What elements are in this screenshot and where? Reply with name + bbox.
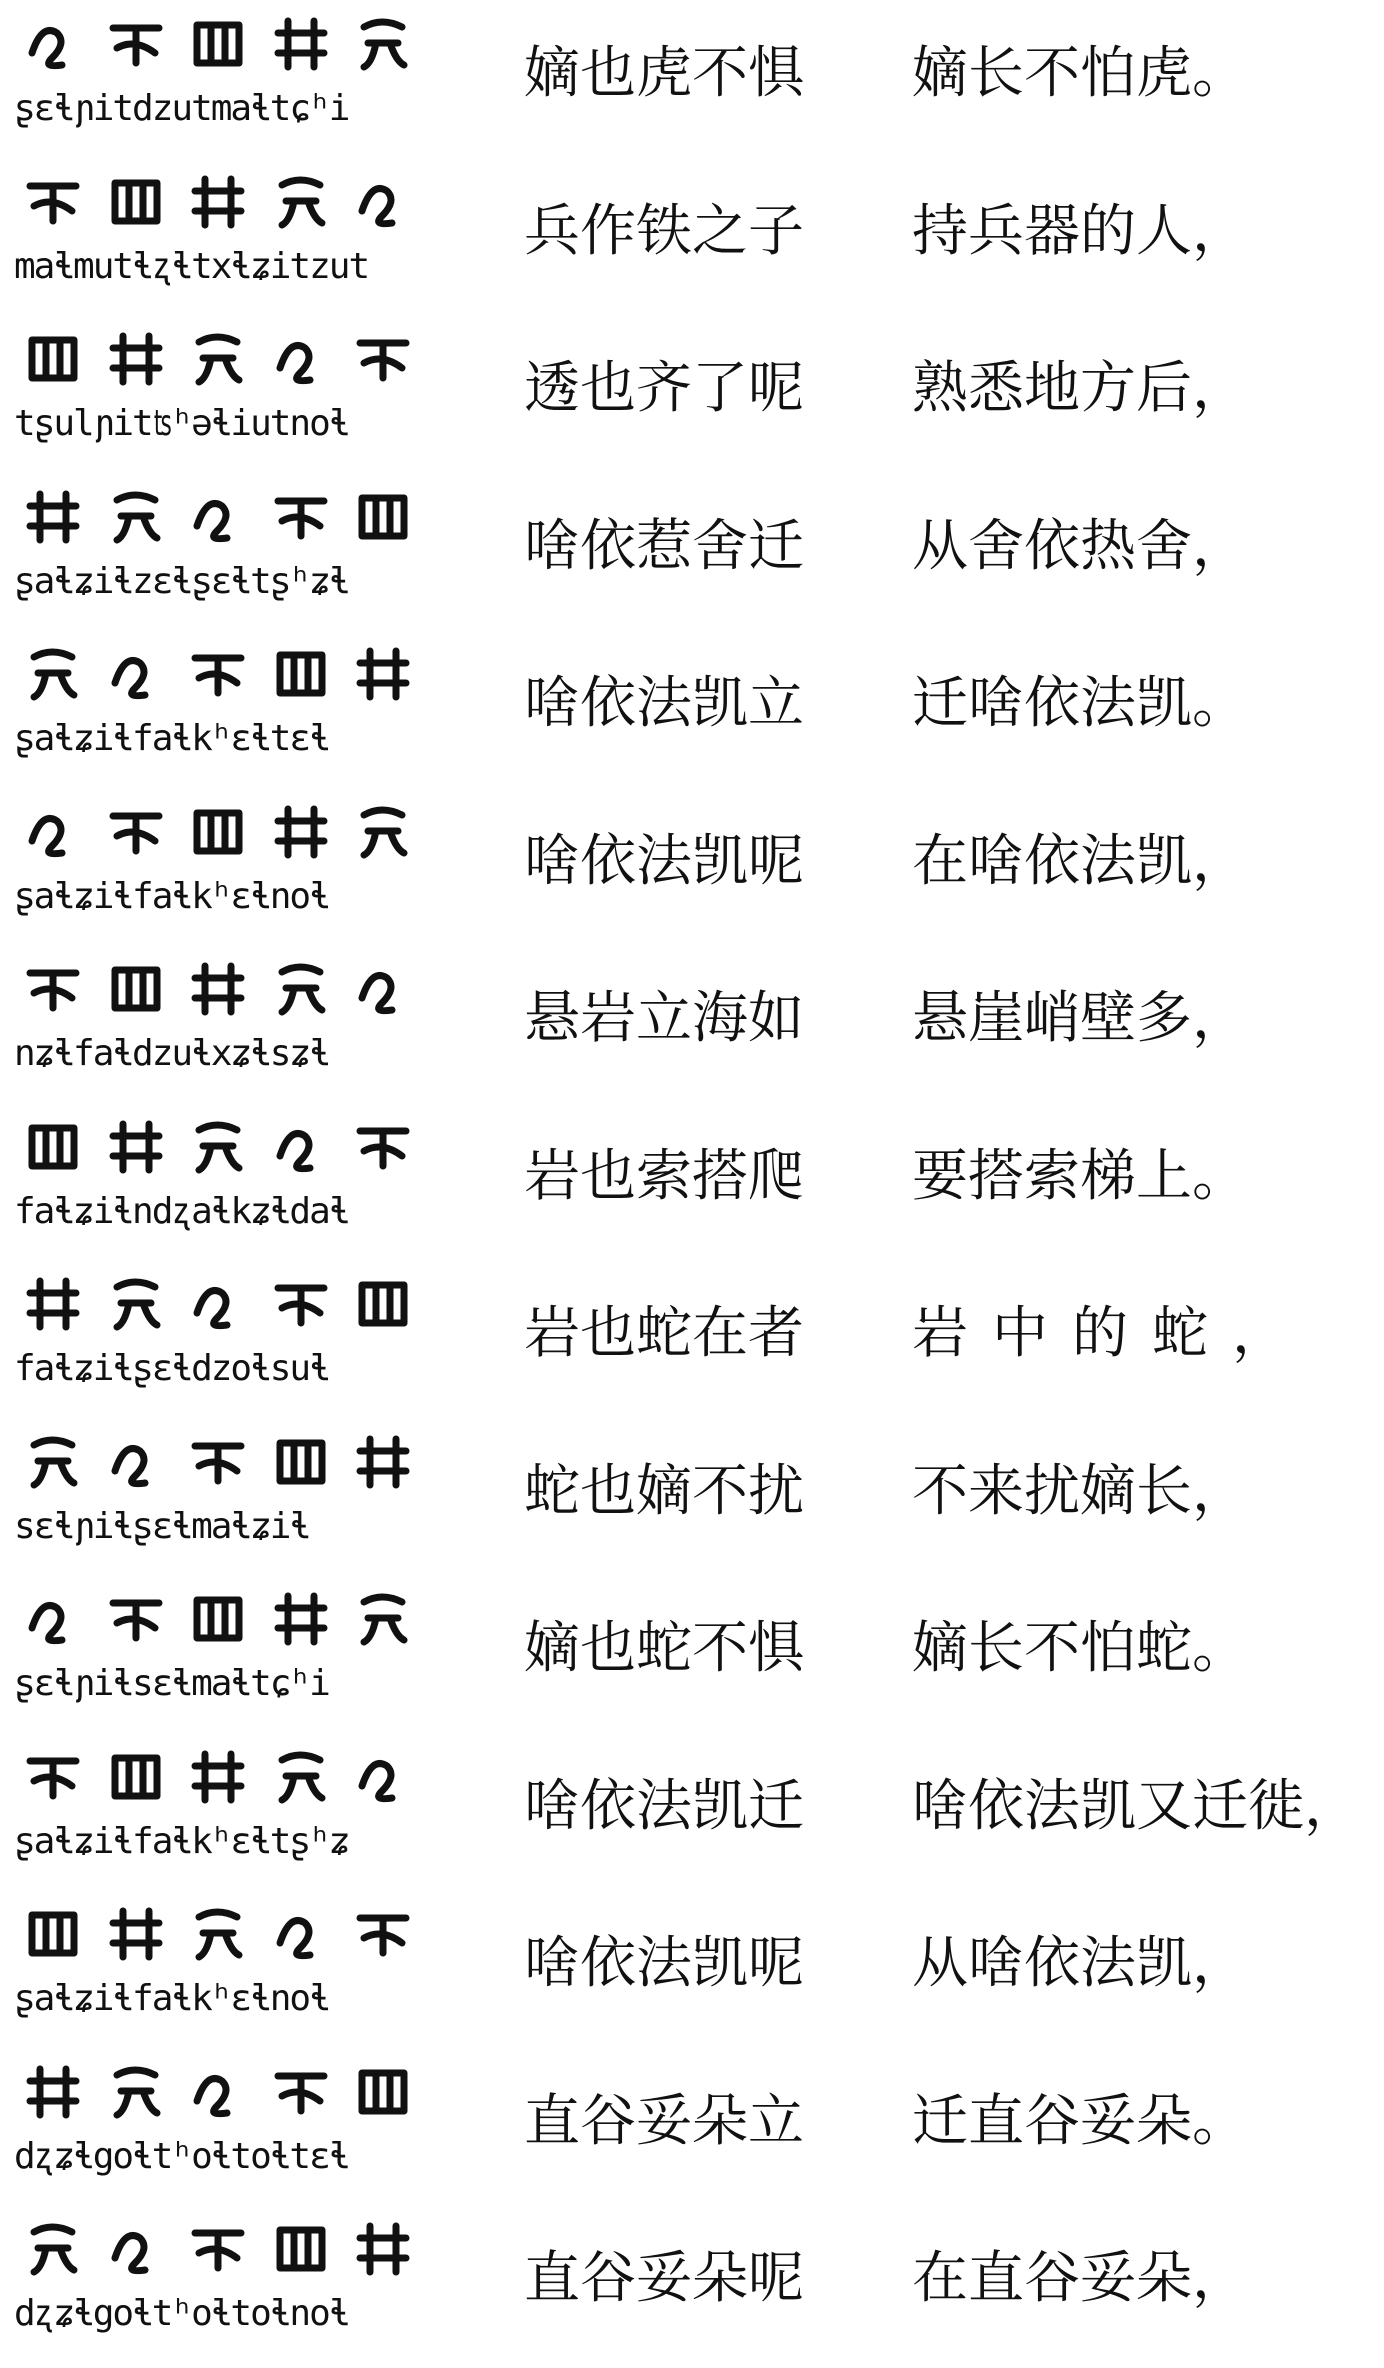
script-glyph-1-icon (22, 486, 84, 548)
script-line (8, 794, 428, 944)
script-glyph-3-icon (187, 328, 249, 390)
glyph-group (8, 479, 428, 555)
glyph-group (8, 6, 428, 82)
script-glyph-2-icon (105, 1273, 167, 1335)
script-glyph-3-icon (187, 1273, 249, 1335)
phonetic-transcription: ʂaɬʑiɬfaɬkʰɛɬtʂʰʑ (14, 1821, 349, 1862)
script-glyph-2-icon (105, 1588, 167, 1650)
script-glyph-4-icon (270, 13, 332, 75)
script-line (8, 2054, 428, 2204)
script-line (8, 1896, 428, 2046)
verse-row (0, 473, 1384, 631)
phonetic-transcription: tʂulɲitʦʰəɬiutnoɬ (14, 403, 349, 444)
phonetic-transcription: ʂaɬʑiɬfaɬkʰɛɬnoɬ (14, 1978, 329, 2019)
free-translation: 熟悉地方后， (912, 356, 1248, 421)
word-gloss: 岩也索搭爬 (524, 1144, 804, 1209)
phonetic-transcription: sɛɬɲiɬʂɛɬmaɬʑiɬ (14, 1506, 310, 1547)
script-glyph-5-icon (352, 643, 414, 705)
script-glyph-4-icon (270, 328, 332, 390)
word-gloss: 啥依法凯立 (524, 671, 804, 736)
script-glyph-5-icon (352, 801, 414, 863)
free-translation: 从啥依法凯， (912, 1931, 1248, 1996)
verse-row (0, 2205, 1384, 2363)
script-glyph-4-icon (270, 1903, 332, 1965)
script-glyph-1-icon (22, 1273, 84, 1335)
script-line (8, 1424, 428, 1574)
script-glyph-4-icon (270, 171, 332, 233)
script-glyph-2-icon (105, 1116, 167, 1178)
free-translation: 迁直谷妥朵。 (912, 2089, 1248, 2154)
verse-row (0, 788, 1384, 946)
free-translation: 不来扰嫡长， (912, 1459, 1248, 1524)
free-translation: 嫡长不怕虎。 (912, 41, 1248, 106)
script-glyph-1-icon (22, 801, 84, 863)
verse-row (0, 2048, 1384, 2206)
script-line (8, 321, 428, 471)
script-glyph-4-icon (270, 1588, 332, 1650)
script-line (8, 164, 428, 314)
free-translation: 嫡长不怕蛇。 (912, 1616, 1248, 1681)
script-glyph-5-icon (352, 1588, 414, 1650)
free-translation: 悬崖峭壁多， (912, 986, 1248, 1051)
script-glyph-1-icon (22, 1431, 84, 1493)
script-glyph-4-icon (270, 643, 332, 705)
script-glyph-5-icon (352, 486, 414, 548)
phonetic-transcription: ʂɛɬɲitdzutmaɬtɕʰi (14, 88, 349, 129)
glyph-group (8, 794, 428, 870)
script-glyph-2-icon (105, 486, 167, 548)
script-line (8, 2211, 428, 2361)
word-gloss: 蛇也嫡不扰 (524, 1459, 804, 1524)
glyph-group (8, 164, 428, 240)
script-glyph-1-icon (22, 1903, 84, 1965)
script-glyph-2-icon (105, 1431, 167, 1493)
glyph-group (8, 2211, 428, 2287)
script-glyph-4-icon (270, 2061, 332, 2123)
script-glyph-5-icon (352, 1746, 414, 1808)
verse-row (0, 315, 1384, 473)
script-line (8, 6, 428, 156)
script-glyph-1-icon (22, 2061, 84, 2123)
script-glyph-5-icon (352, 328, 414, 390)
verse-row (0, 1418, 1384, 1576)
script-glyph-4-icon (270, 486, 332, 548)
verse-row (0, 1733, 1384, 1891)
script-glyph-3-icon (187, 2061, 249, 2123)
script-glyph-4-icon (270, 1273, 332, 1335)
script-glyph-3-icon (187, 1431, 249, 1493)
script-glyph-5-icon (352, 1273, 414, 1335)
word-gloss: 直谷妥朵呢 (524, 2246, 804, 2311)
word-gloss: 啥依法凯迁 (524, 1774, 804, 1839)
script-glyph-5-icon (352, 2218, 414, 2280)
script-glyph-3-icon (187, 958, 249, 1020)
free-translation: 在啥依法凯， (912, 829, 1248, 894)
phonetic-transcription: ʂaɬʑiɬfaɬkʰɛɬtɛɬ (14, 718, 329, 759)
script-glyph-3-icon (187, 801, 249, 863)
phonetic-transcription: maɬmutɬʐɬtxɬʑitzut (14, 246, 369, 287)
verse-row (0, 1890, 1384, 2048)
script-glyph-3-icon (187, 171, 249, 233)
script-glyph-4-icon (270, 1431, 332, 1493)
script-glyph-5-icon (352, 958, 414, 1020)
script-glyph-5-icon (352, 2061, 414, 2123)
script-glyph-3-icon (187, 1746, 249, 1808)
glyph-group (8, 1266, 428, 1342)
script-glyph-2-icon (105, 643, 167, 705)
script-glyph-1-icon (22, 2218, 84, 2280)
word-gloss: 岩也蛇在者 (524, 1301, 804, 1366)
word-gloss: 嫡也虎不惧 (524, 41, 804, 106)
word-gloss: 啥依法凯呢 (524, 1931, 804, 1996)
script-glyph-2-icon (105, 1903, 167, 1965)
free-translation: 迁啥依法凯。 (912, 671, 1248, 736)
script-glyph-4-icon (270, 2218, 332, 2280)
script-glyph-1-icon (22, 1116, 84, 1178)
script-glyph-3-icon (187, 1116, 249, 1178)
script-glyph-1-icon (22, 13, 84, 75)
word-gloss: 啥依法凯呢 (524, 829, 804, 894)
script-glyph-2-icon (105, 958, 167, 1020)
script-glyph-2-icon (105, 1746, 167, 1808)
script-glyph-3-icon (187, 1588, 249, 1650)
phonetic-transcription: ʂaɬʑiɬfaɬkʰɛɬnoɬ (14, 876, 329, 917)
script-glyph-4-icon (270, 801, 332, 863)
script-glyph-5-icon (352, 13, 414, 75)
script-line (8, 636, 428, 786)
script-glyph-3-icon (187, 643, 249, 705)
script-glyph-5-icon (352, 1431, 414, 1493)
script-glyph-5-icon (352, 171, 414, 233)
glyph-group (8, 636, 428, 712)
script-glyph-2-icon (105, 328, 167, 390)
script-glyph-1-icon (22, 328, 84, 390)
phonetic-transcription: ʂaɬʑiɬzɛɬʂɛɬtʂʰʑɬ (14, 561, 349, 602)
glyph-group (8, 2054, 428, 2130)
verse-row (0, 945, 1384, 1103)
script-glyph-2-icon (105, 171, 167, 233)
script-glyph-1-icon (22, 958, 84, 1020)
word-gloss: 透也齐了呢 (524, 356, 804, 421)
phonetic-transcription: faɬʑiɬʂɛɬdzoɬsuɬ (14, 1348, 329, 1389)
phonetic-transcription: faɬʑiɬndʐaɬkʑɬdaɬ (14, 1191, 349, 1232)
script-glyph-3-icon (187, 1903, 249, 1965)
script-glyph-4-icon (270, 1746, 332, 1808)
script-glyph-2-icon (105, 801, 167, 863)
script-line (8, 1739, 428, 1889)
verse-row (0, 0, 1384, 158)
script-glyph-1-icon (22, 171, 84, 233)
script-glyph-5-icon (352, 1903, 414, 1965)
glyph-group (8, 1424, 428, 1500)
word-gloss: 嫡也蛇不惧 (524, 1616, 804, 1681)
free-translation: 从舍依热舍， (912, 514, 1248, 579)
script-glyph-4-icon (270, 1116, 332, 1178)
script-glyph-5-icon (352, 1116, 414, 1178)
verse-row (0, 158, 1384, 316)
glyph-group (8, 951, 428, 1027)
script-glyph-1-icon (22, 1746, 84, 1808)
script-line (8, 1581, 428, 1731)
script-line (8, 1266, 428, 1416)
glyph-group (8, 321, 428, 397)
phonetic-transcription: nʑɬfaɬdzuɬxʑɬsʑɬ (14, 1033, 329, 1074)
script-glyph-3-icon (187, 2218, 249, 2280)
script-glyph-1-icon (22, 1588, 84, 1650)
glyph-group (8, 1896, 428, 1972)
word-gloss: 直谷妥朵立 (524, 2089, 804, 2154)
verse-row (0, 1103, 1384, 1261)
phonetic-transcription: ʂɛɬɲiɬsɛɬmaɬtɕʰi (14, 1663, 329, 1704)
script-glyph-1-icon (22, 643, 84, 705)
script-glyph-4-icon (270, 958, 332, 1020)
script-glyph-2-icon (105, 2218, 167, 2280)
free-translation: 在直谷妥朵， (912, 2246, 1248, 2311)
phonetic-transcription: dʐʑɬgoɬtʰoɬtoɬnoɬ (14, 2293, 349, 2334)
word-gloss: 啥依惹舍迁 (524, 514, 804, 579)
free-translation: 持兵器的人， (912, 199, 1248, 264)
script-line (8, 479, 428, 629)
verse-row (0, 630, 1384, 788)
verse-row (0, 1260, 1384, 1418)
script-glyph-2-icon (105, 2061, 167, 2123)
verse-row (0, 1575, 1384, 1733)
free-translation: 要搭索梯上。 (912, 1144, 1248, 1209)
glyph-group (8, 1581, 428, 1657)
word-gloss: 兵作铁之子 (524, 199, 804, 264)
free-translation: 岩中的蛇， (912, 1301, 1312, 1366)
script-line (8, 1109, 428, 1259)
script-line (8, 951, 428, 1101)
phonetic-transcription: dʐʑɬgoɬtʰoɬtoɬtɛɬ (14, 2136, 349, 2177)
free-translation: 啥依法凯又迁徙， (912, 1774, 1360, 1839)
word-gloss: 悬岩立海如 (524, 986, 804, 1051)
glyph-group (8, 1739, 428, 1815)
script-glyph-3-icon (187, 486, 249, 548)
glyph-group (8, 1109, 428, 1185)
script-glyph-2-icon (105, 13, 167, 75)
script-glyph-3-icon (187, 13, 249, 75)
